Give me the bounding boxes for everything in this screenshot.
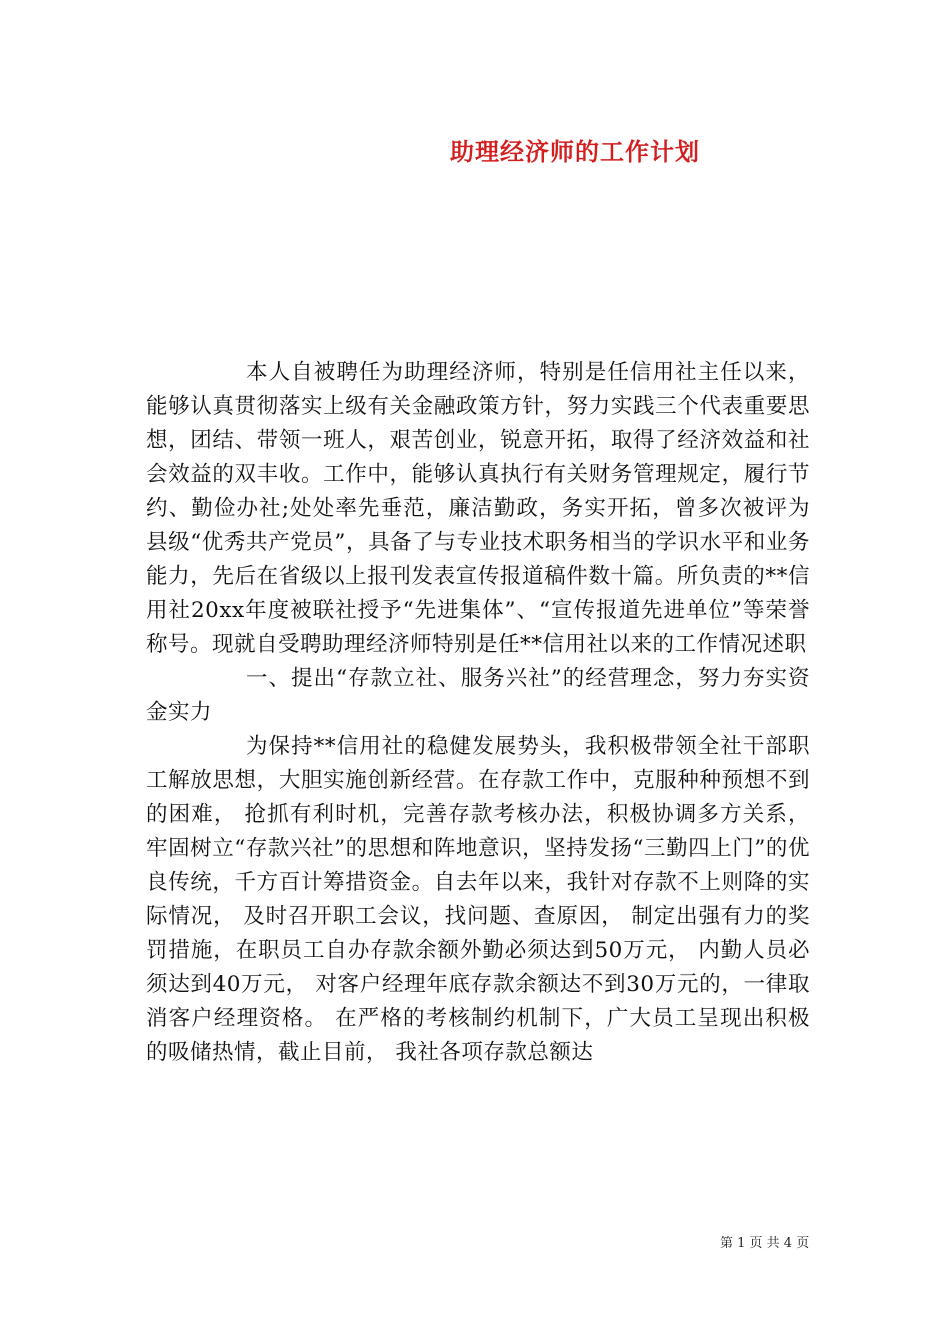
paragraph-section-1: 为保持**信用社的稳健发展势头，我积极带领全社干部职工解放思想，大胆实施创新经营。在存款工作中，克服种种预想不到的困难， 抢抓有利时机，完善存款考核办法，积极协调多方关系，牢固树立“存款兴社”的思想和阵地意识，坚持发扬“三勤四上门”的优良传统，千方百计筹措资金。自去年以来，我针对存款不上则降的实际情况， 及时召开职工会议，找问题、查原因， 制定出强有力的奖罚措施，在职员工自办存款余额外勤必须达到50万元， 内勤人员必须达到40万元， 对客户经理年底存款余额达不到30万元的，一律取消客户经理资格。 在严格的考核制约机制下，广大员工呈现出积极的吸储热情，截止目前， 我社各项存款总额达 [146, 734, 810, 1065]
paragraph-intro: 本人自被聘任为助理经济师，特别是任信用社主任以来，能够认真贯彻落实上级有关金融政策方针，努力实践三个代表重要思想，团结、带领一班人，艰苦创业，锐意开拓，取得了经济效益和社会效益的双丰收。工作中，能够认真执行有关财务管理规定，履行节约、勤俭办社;处处率先垂范，廉洁勤政，务实开拓，曾多次被评为县级“优秀共产党员”，具备了与专业技术职务相当的学识水平和业务能力，先后在省级以上报刊发表宣传报道稿件数十篇。所负责的**信用社20xx年度被联社授予“先进集体”、“宣传报道先进单位”等荣誉称号。现就自受聘助理经济师特别是任**信用社以来的工作情况述职 [146, 360, 810, 657]
document-body [146, 356, 810, 1070]
page-footer: 第 1 页 共 4 页 [720, 1236, 810, 1251]
document-title: 助理经济师的工作计划 [450, 137, 700, 166]
section-heading-1: 一、提出“存款立社、服务兴社”的经营理念，努力夯实资金实力 [146, 666, 810, 725]
